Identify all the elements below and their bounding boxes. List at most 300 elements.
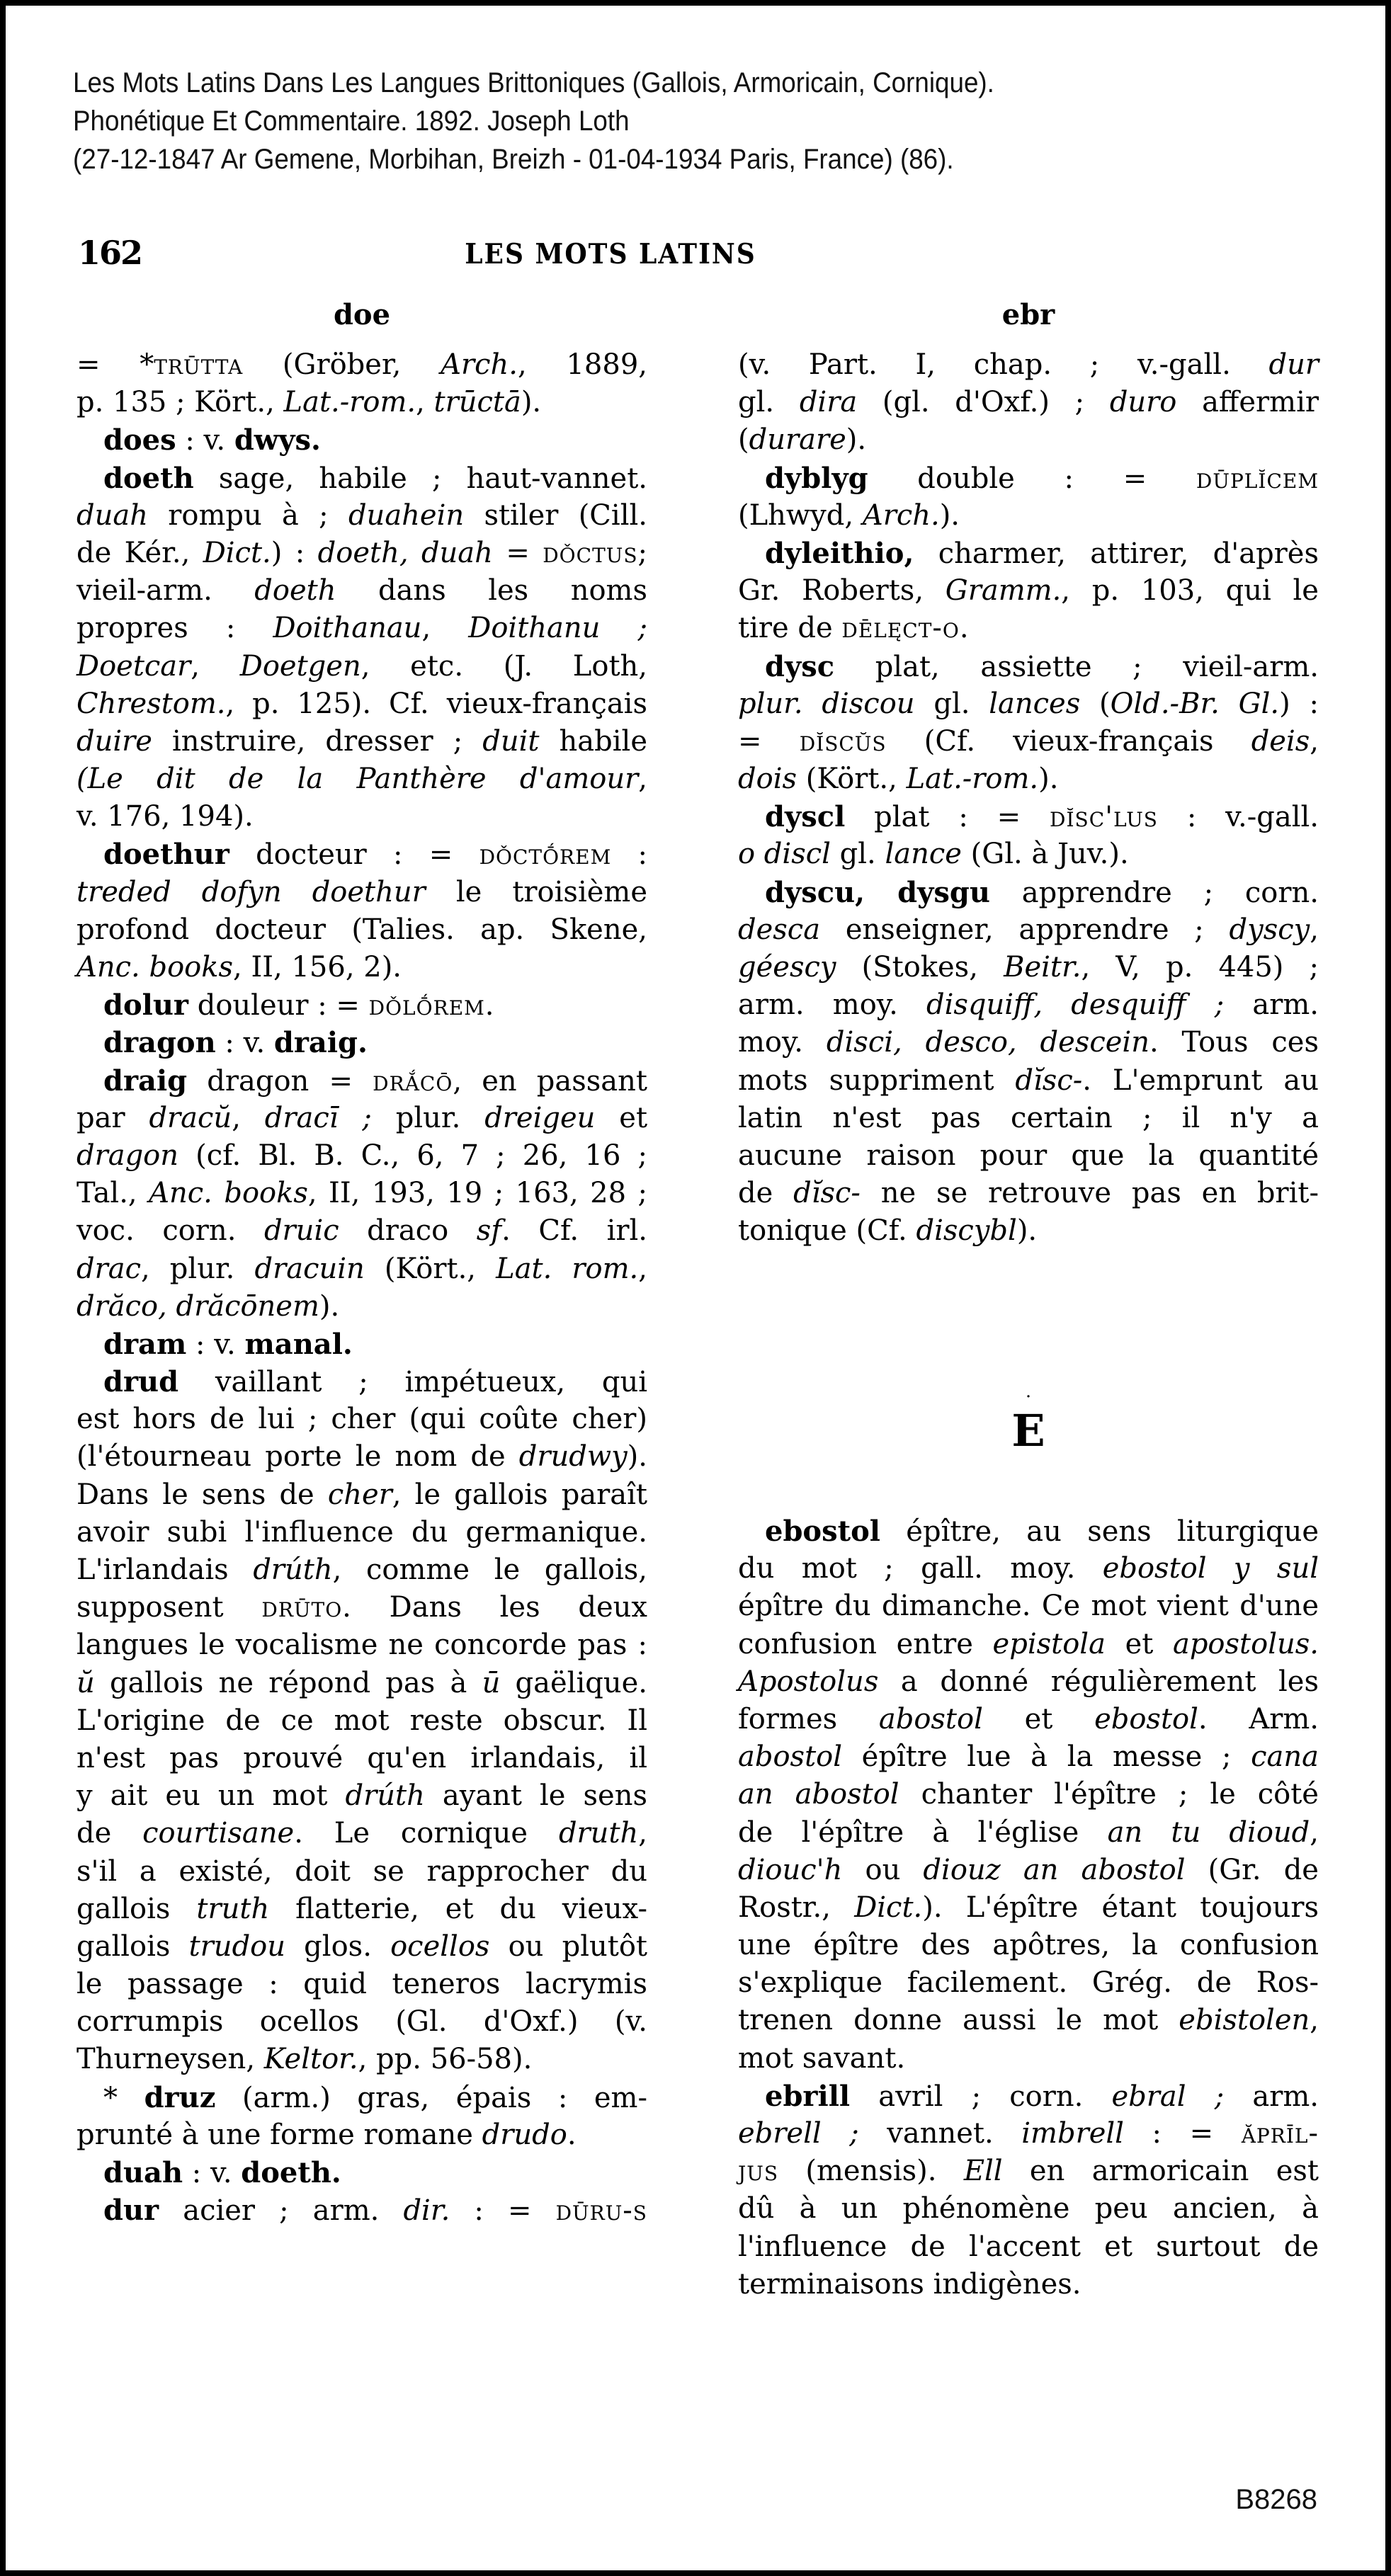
text-line bbox=[76, 1891, 647, 1928]
text-run: , en passant bbox=[453, 1064, 647, 1098]
text-run: par bbox=[76, 1101, 149, 1134]
italic-term: Arch. bbox=[862, 498, 940, 532]
italic-term: treded dofyn doethur bbox=[76, 875, 426, 908]
text-run: (gl. d'Oxf.) ; bbox=[857, 386, 1110, 419]
text-run: glos. bbox=[285, 1930, 391, 1963]
text-run: dû à un phénomène peu ancien, à bbox=[738, 2192, 1319, 2225]
text-line bbox=[76, 2041, 647, 2078]
text-line bbox=[738, 1100, 1319, 1137]
text-run: , pp. 56-58). bbox=[358, 2043, 533, 2076]
italic-term: diouc'h bbox=[738, 1853, 843, 1886]
italic-term: abostol bbox=[738, 1740, 843, 1774]
headword: druz bbox=[144, 2080, 216, 2114]
text-run: : v. bbox=[183, 2157, 242, 2189]
text-line bbox=[738, 497, 1319, 535]
text-run: arm. bbox=[1224, 2080, 1319, 2113]
italic-term: Doithanau bbox=[273, 612, 422, 645]
text-run: ). bbox=[521, 386, 542, 419]
italic-term: trudou bbox=[188, 1930, 286, 1963]
text-run: mot savant. bbox=[738, 2041, 906, 2075]
italic-term: lance bbox=[885, 838, 962, 871]
text-line bbox=[738, 2190, 1319, 2228]
text-run: terminaisons indigènes. bbox=[738, 2267, 1081, 2301]
entry-first-line bbox=[76, 421, 647, 459]
section-dot: · bbox=[1026, 1389, 1031, 1404]
text-run: gl. bbox=[738, 386, 800, 419]
italic-term: Arch. bbox=[441, 348, 518, 381]
text-run: = bbox=[492, 536, 543, 569]
italic-term: duro bbox=[1109, 386, 1177, 419]
text-run: ). bbox=[939, 498, 960, 532]
headword: dyscl bbox=[765, 800, 846, 834]
section-letter: E bbox=[1011, 1405, 1045, 1457]
entry-first-line bbox=[76, 2192, 647, 2229]
italic-term: courtisane bbox=[142, 1817, 295, 1850]
text-line bbox=[76, 1966, 647, 2003]
text-run: gl. bbox=[914, 687, 989, 720]
text-run: , bbox=[191, 649, 240, 683]
text-run: apprendre ; corn. bbox=[989, 876, 1319, 909]
text-run: L'origine de ce mot reste obscur. Il bbox=[76, 1704, 647, 1737]
text-line bbox=[738, 1738, 1319, 1776]
section-heading-e bbox=[738, 1389, 1319, 1457]
text-run: . Dans les deux bbox=[342, 1591, 647, 1624]
running-head bbox=[6, 234, 1385, 276]
italic-term: trūctā bbox=[433, 386, 521, 419]
italic-term: dĭsc- bbox=[793, 1177, 861, 1210]
italic-term: géescy bbox=[738, 951, 836, 984]
text-run: , II, 193, 19 ; 163, 28 ; bbox=[307, 1177, 647, 1210]
text-run: ) : bbox=[1279, 687, 1319, 720]
text-line bbox=[76, 798, 647, 836]
text-run: profond docteur (Talies. ap. Skene, bbox=[76, 913, 647, 946]
right-column-section-e bbox=[738, 1512, 1319, 2303]
text-run: formes bbox=[738, 1702, 879, 1736]
text-run: (arm.) gras, épais : em- bbox=[215, 2081, 647, 2114]
text-run: épître du dimanche. Ce mot vient d'une bbox=[738, 1590, 1319, 1623]
italic-term: Lat.-rom. bbox=[906, 763, 1039, 796]
text-run: Thurneysen, bbox=[76, 2043, 264, 2076]
text-run: s'explique facilement. Grég. de Ros- bbox=[738, 1966, 1319, 2000]
italic-term: duahein bbox=[348, 498, 465, 532]
text-run: le troisième bbox=[425, 875, 648, 908]
text-run: plat : = bbox=[845, 801, 1050, 834]
text-line bbox=[738, 1814, 1319, 1852]
italic-term: dracŭ bbox=[149, 1101, 232, 1134]
running-title: LES MOTS LATINS bbox=[465, 237, 756, 271]
italic-term: ebistolen bbox=[1179, 2004, 1310, 2037]
text-run: , bbox=[232, 1101, 265, 1134]
latin-etymon: dūplĭcem bbox=[1196, 462, 1319, 495]
italic-term: dracuin bbox=[254, 1252, 365, 1285]
text-line bbox=[738, 2266, 1319, 2303]
text-run: Gr. Roberts, bbox=[738, 574, 946, 608]
text-run: gallois ne répond pas à bbox=[94, 1666, 482, 1699]
entry-first-line bbox=[76, 836, 647, 873]
text-line bbox=[76, 1777, 647, 1815]
latin-etymon: jus bbox=[738, 2155, 779, 2188]
text-run: , bbox=[638, 1252, 647, 1285]
text-run: flatterie, et du vieux- bbox=[269, 1892, 647, 1925]
text-run: (Gr. de bbox=[1185, 1853, 1319, 1886]
italic-term: apostolus. bbox=[1172, 1627, 1319, 1660]
text-run: avoir subi l'influence du germanique. bbox=[76, 1515, 647, 1549]
italic-term: dracī ; bbox=[264, 1101, 372, 1134]
text-run: . L'emprunt au bbox=[1082, 1064, 1319, 1097]
text-run: ). bbox=[319, 1289, 340, 1323]
text-run: , etc. (J. Loth, bbox=[360, 649, 647, 683]
text-run: habile bbox=[539, 724, 648, 758]
italic-term: duire bbox=[76, 724, 152, 758]
text-line bbox=[76, 1438, 647, 1476]
text-run: trenen donne aussi le mot bbox=[738, 2004, 1179, 2037]
text-run: gallois bbox=[76, 1892, 197, 1925]
text-line bbox=[76, 1476, 647, 1514]
italic-term: diouz an abostol bbox=[923, 1853, 1186, 1886]
italic-term: duit bbox=[482, 724, 540, 758]
text-run: et bbox=[1105, 1627, 1173, 1660]
entry-first-line bbox=[738, 648, 1319, 685]
text-run: propres : bbox=[76, 612, 273, 645]
text-line bbox=[738, 1024, 1319, 1061]
meta-line: (27-12-1847 Ar Gemene, Morbihan, Breizh - 01-04-1934 Paris, France) (86). bbox=[73, 144, 954, 175]
italic-term: truth bbox=[196, 1892, 270, 1925]
headword: dragon bbox=[103, 1026, 216, 1060]
text-line bbox=[738, 1588, 1319, 1625]
text-line bbox=[738, 346, 1319, 384]
text-run: chanter l'épître ; le côté bbox=[899, 1778, 1319, 1811]
text-run: ). bbox=[627, 1440, 647, 1474]
headword: draig bbox=[103, 1064, 188, 1098]
text-line bbox=[76, 384, 647, 421]
text-line bbox=[738, 760, 1319, 798]
italic-term: disci, desco, descein bbox=[826, 1026, 1149, 1059]
italic-term: drúth bbox=[253, 1554, 333, 1586]
italic-term: drac bbox=[76, 1252, 141, 1285]
headword: doethur bbox=[103, 838, 229, 872]
text-run: ). bbox=[846, 423, 867, 457]
text-line bbox=[76, 1815, 647, 1852]
text-run: moy. bbox=[738, 1026, 827, 1059]
text-run: (v. Part. I, chap. ; v.-gall. bbox=[738, 348, 1269, 381]
text-run: tonique (Cf. bbox=[738, 1214, 916, 1248]
italic-term: doeth, duah bbox=[317, 536, 493, 569]
page-number: 162 bbox=[78, 234, 142, 272]
text-run: : v. bbox=[215, 1027, 274, 1060]
italic-term: Dict. bbox=[854, 1891, 923, 1924]
entry-first-line bbox=[76, 460, 647, 497]
text-line bbox=[76, 1250, 647, 1288]
italic-term: ocellos bbox=[390, 1930, 490, 1963]
text-run: (Kört., bbox=[364, 1252, 496, 1285]
text-run: et bbox=[595, 1101, 648, 1134]
text-run: prunté à une forme romane bbox=[76, 2118, 482, 2151]
text-line bbox=[76, 610, 647, 647]
italic-term: dir. bbox=[403, 2194, 450, 2228]
text-run: une épître des apôtres, la confusion bbox=[738, 1929, 1319, 1962]
italic-term: Beitr. bbox=[1004, 951, 1081, 984]
text-run: docteur : = bbox=[229, 838, 479, 872]
text-run: (Gl. à Juv.). bbox=[961, 838, 1129, 871]
italic-term: drudwy bbox=[518, 1440, 628, 1474]
text-run: . Arm. bbox=[1198, 1702, 1319, 1736]
text-run: ) : bbox=[271, 536, 318, 569]
text-line bbox=[738, 949, 1319, 986]
text-run: (Stokes, bbox=[836, 951, 1004, 984]
text-line bbox=[76, 1212, 647, 1250]
text-run: , p. 125). Cf. vieux-français bbox=[225, 687, 647, 720]
text-run: charmer, attirer, d'après bbox=[914, 537, 1319, 570]
latin-etymon: dǒctus bbox=[543, 536, 638, 569]
text-run: v. 176, 194). bbox=[76, 800, 254, 833]
text-line bbox=[76, 1100, 647, 1137]
text-run: , bbox=[638, 763, 647, 796]
text-run: arm. bbox=[1224, 988, 1319, 1022]
text-run: vaillant ; impétueux, qui bbox=[178, 1366, 647, 1399]
text-run: (Cf. vieux-français bbox=[886, 724, 1251, 758]
text-line bbox=[76, 874, 647, 911]
text-line bbox=[76, 1175, 647, 1212]
italic-term: sf bbox=[476, 1214, 502, 1248]
headword: dyleithio, bbox=[765, 536, 914, 570]
text-run: , p. 103, qui le bbox=[1061, 574, 1319, 608]
text-line bbox=[738, 2153, 1319, 2190]
text-run: ou bbox=[842, 1853, 924, 1886]
text-run: de Kér., bbox=[76, 536, 203, 569]
italic-term: drăco, drăcōnem bbox=[76, 1289, 319, 1323]
italic-term: epistola bbox=[992, 1627, 1106, 1660]
text-line bbox=[738, 911, 1319, 949]
italic-term: dĭsc- bbox=[1015, 1064, 1083, 1097]
text-line bbox=[738, 384, 1319, 421]
text-line bbox=[76, 1589, 647, 1626]
text-line bbox=[76, 760, 647, 798]
latin-etymon: drắcō bbox=[373, 1064, 453, 1098]
italic-term: ebostol y sul bbox=[1102, 1552, 1319, 1585]
text-line bbox=[76, 1514, 647, 1551]
text-line bbox=[738, 2002, 1319, 2039]
italic-term: Doithanu ; bbox=[468, 612, 648, 645]
text-line bbox=[738, 1852, 1319, 1889]
text-run: , plur. bbox=[140, 1252, 255, 1285]
italic-term: Doetgen bbox=[239, 649, 361, 683]
text-run: gl. bbox=[830, 838, 885, 871]
text-line bbox=[738, 1212, 1319, 1250]
text-run: : v. bbox=[186, 1328, 245, 1361]
italic-term: plur. discou bbox=[738, 687, 915, 720]
text-run: enseigner, apprendre ; bbox=[820, 913, 1230, 946]
entry-first-line bbox=[76, 1326, 647, 1363]
text-line bbox=[738, 1626, 1319, 1663]
headword: manal. bbox=[244, 1327, 353, 1361]
text-line bbox=[76, 1626, 647, 1664]
text-line bbox=[738, 610, 1319, 647]
text-run: plur. bbox=[371, 1101, 485, 1134]
text-line bbox=[738, 1889, 1319, 1927]
text-line bbox=[76, 1401, 647, 1438]
text-run: aucune raison pour que la quantité bbox=[738, 1139, 1319, 1172]
headword: doeth. bbox=[241, 2156, 341, 2189]
italic-term: Gramm. bbox=[945, 574, 1062, 608]
text-line bbox=[738, 1550, 1319, 1588]
text-run: rompu à ; bbox=[147, 498, 348, 532]
italic-term: lances bbox=[989, 687, 1081, 720]
text-line bbox=[738, 1964, 1319, 2002]
text-line bbox=[738, 1062, 1319, 1100]
text-run: gallois bbox=[76, 1930, 189, 1963]
guide-word-right: ebr bbox=[1001, 298, 1055, 331]
text-run: * bbox=[103, 2081, 144, 2114]
text-line bbox=[76, 2003, 647, 2041]
latin-etymon: drūto bbox=[261, 1591, 343, 1624]
text-run: ; bbox=[637, 536, 648, 569]
text-run: ne se retrouve pas en brit- bbox=[860, 1177, 1319, 1210]
text-run: (l'étourneau porte le nom de bbox=[76, 1440, 519, 1474]
italic-term: Apostolus bbox=[738, 1665, 879, 1698]
text-run: y ait eu un mot bbox=[76, 1779, 346, 1813]
text-run: en armoricain est bbox=[1002, 2155, 1319, 2188]
headword: dolur bbox=[103, 988, 188, 1022]
headword: ebrill bbox=[765, 2079, 851, 2113]
italic-term: duah bbox=[76, 498, 148, 532]
text-run: a donné régulièrement les bbox=[878, 1665, 1319, 1698]
text-run: ou plutôt bbox=[489, 1930, 648, 1963]
italic-term: cher bbox=[327, 1478, 392, 1511]
text-run: affermir bbox=[1176, 386, 1319, 419]
italic-term: disquiff, desquiff ; bbox=[926, 988, 1225, 1022]
text-line bbox=[738, 1927, 1319, 1964]
text-run: ). bbox=[1016, 1214, 1038, 1248]
text-run: et bbox=[982, 1702, 1095, 1736]
text-run: épître, au sens liturgique bbox=[880, 1515, 1319, 1548]
latin-etymon: dĭscŭs bbox=[799, 724, 887, 758]
italic-term: dreigeu bbox=[484, 1101, 596, 1134]
italic-term: Anc. books bbox=[76, 951, 234, 984]
italic-term: dragon bbox=[76, 1139, 179, 1172]
headword: dysc bbox=[765, 649, 835, 683]
text-run: (Lhwyd, bbox=[738, 498, 863, 532]
text-run: supposent bbox=[76, 1591, 262, 1624]
headword: dyscu, dysgu bbox=[765, 875, 990, 909]
right-column bbox=[738, 296, 1319, 1250]
catalog-code: B8268 bbox=[1235, 2484, 1317, 2515]
text-run: Rostr., bbox=[738, 1891, 855, 1924]
text-run: ). bbox=[1038, 763, 1059, 796]
text-line bbox=[738, 986, 1319, 1024]
entry-first-line bbox=[76, 2079, 647, 2116]
text-run: sage, habile ; haut-vannet. bbox=[193, 462, 647, 495]
headword: duah bbox=[103, 2156, 183, 2189]
text-line bbox=[76, 572, 647, 610]
text-line bbox=[76, 2116, 647, 2154]
left-column bbox=[76, 296, 647, 2229]
latin-etymon: dǒctṓrem bbox=[479, 838, 612, 872]
text-run: . Tous ces bbox=[1149, 1026, 1319, 1059]
text-run: vannet. bbox=[858, 2117, 1022, 2150]
italic-term: ŭ bbox=[76, 1666, 95, 1699]
headword: dwys. bbox=[234, 423, 321, 457]
scanned-page bbox=[6, 6, 1385, 2570]
text-run: , bbox=[1310, 724, 1319, 758]
text-run: ( bbox=[1080, 687, 1111, 720]
italic-term: dur bbox=[1268, 348, 1319, 381]
italic-term: ebostol bbox=[1094, 1702, 1198, 1736]
text-run: corrumpis ocellos (Gl. d'Oxf.) (v. bbox=[76, 2005, 647, 2039]
italic-term: druic bbox=[263, 1214, 339, 1248]
text-run: , 1889, bbox=[518, 348, 647, 381]
text-line bbox=[76, 685, 647, 723]
text-line bbox=[738, 685, 1319, 723]
entry-first-line bbox=[76, 1062, 647, 1100]
text-line bbox=[738, 2228, 1319, 2266]
text-run: . Le cornique bbox=[294, 1817, 559, 1850]
italic-term: discybl bbox=[916, 1214, 1017, 1248]
text-run: confusion entre bbox=[738, 1627, 993, 1660]
text-run: , comme le gallois, bbox=[332, 1554, 647, 1586]
italic-term: o discl bbox=[738, 838, 831, 871]
italic-term: Lat. rom. bbox=[496, 1252, 639, 1285]
text-line bbox=[76, 497, 647, 535]
text-run: dragon = bbox=[187, 1064, 373, 1098]
meta-line: Les Mots Latins Dans Les Langues Brittoniques (Gallois, Armoricain, Cornique). bbox=[73, 67, 994, 98]
entry-first-line bbox=[76, 1363, 647, 1401]
text-run: , le gallois paraît bbox=[392, 1478, 647, 1511]
text-run: : v. bbox=[176, 424, 234, 457]
italic-term: desca bbox=[738, 913, 821, 946]
text-run: n'est pas prouvé qu'en irlandais, il bbox=[76, 1741, 647, 1774]
text-run: Dans le sens de bbox=[76, 1478, 328, 1511]
text-run: langues le vocalisme ne concorde pas : bbox=[76, 1629, 647, 1662]
text-run: épître lue à la messe ; bbox=[842, 1740, 1251, 1774]
italic-term: Keltor. bbox=[263, 2043, 358, 2076]
text-run: , bbox=[421, 612, 469, 645]
text-line bbox=[738, 723, 1319, 760]
text-run: Tal., bbox=[76, 1177, 149, 1210]
latin-etymon: ăprīl- bbox=[1241, 2117, 1319, 2150]
entry-first-line bbox=[76, 2154, 647, 2192]
italic-term: an abostol bbox=[738, 1778, 899, 1811]
italic-term: abostol bbox=[878, 1702, 983, 1736]
italic-term: dois bbox=[738, 763, 797, 796]
latin-etymon: trūtta bbox=[154, 348, 244, 381]
text-run: gaëlique. bbox=[500, 1666, 647, 1699]
text-line bbox=[76, 1740, 647, 1777]
italic-term: Lat.-rom. bbox=[283, 386, 416, 419]
text-run: double : = bbox=[868, 462, 1196, 495]
meta-line: Phonétique Et Commentaire. 1892. Joseph Loth bbox=[73, 106, 630, 137]
text-line bbox=[76, 346, 647, 384]
entry-first-line bbox=[738, 1512, 1319, 1550]
italic-term: drudo bbox=[482, 2118, 567, 2151]
italic-term: drúth bbox=[345, 1779, 425, 1813]
text-run: (mensis). bbox=[778, 2155, 964, 2188]
text-line bbox=[76, 648, 647, 685]
entry-first-line bbox=[76, 986, 647, 1024]
text-run: s'il a existé, doit se rapprocher du bbox=[76, 1854, 647, 1888]
text-line bbox=[76, 1665, 647, 1702]
italic-term: Ell bbox=[963, 2155, 1003, 2188]
entry-first-line bbox=[76, 1024, 647, 1061]
right-column-text bbox=[738, 346, 1319, 1250]
headword: dur bbox=[103, 2194, 159, 2228]
text-line bbox=[738, 2115, 1319, 2153]
text-run: , bbox=[1310, 913, 1319, 946]
headword: dram bbox=[103, 1327, 187, 1361]
italic-term: cana bbox=[1251, 1740, 1319, 1774]
guide-word-left: doe bbox=[333, 298, 391, 331]
italic-term: druth bbox=[558, 1817, 639, 1850]
text-run: , II, 156, 2). bbox=[233, 951, 402, 984]
